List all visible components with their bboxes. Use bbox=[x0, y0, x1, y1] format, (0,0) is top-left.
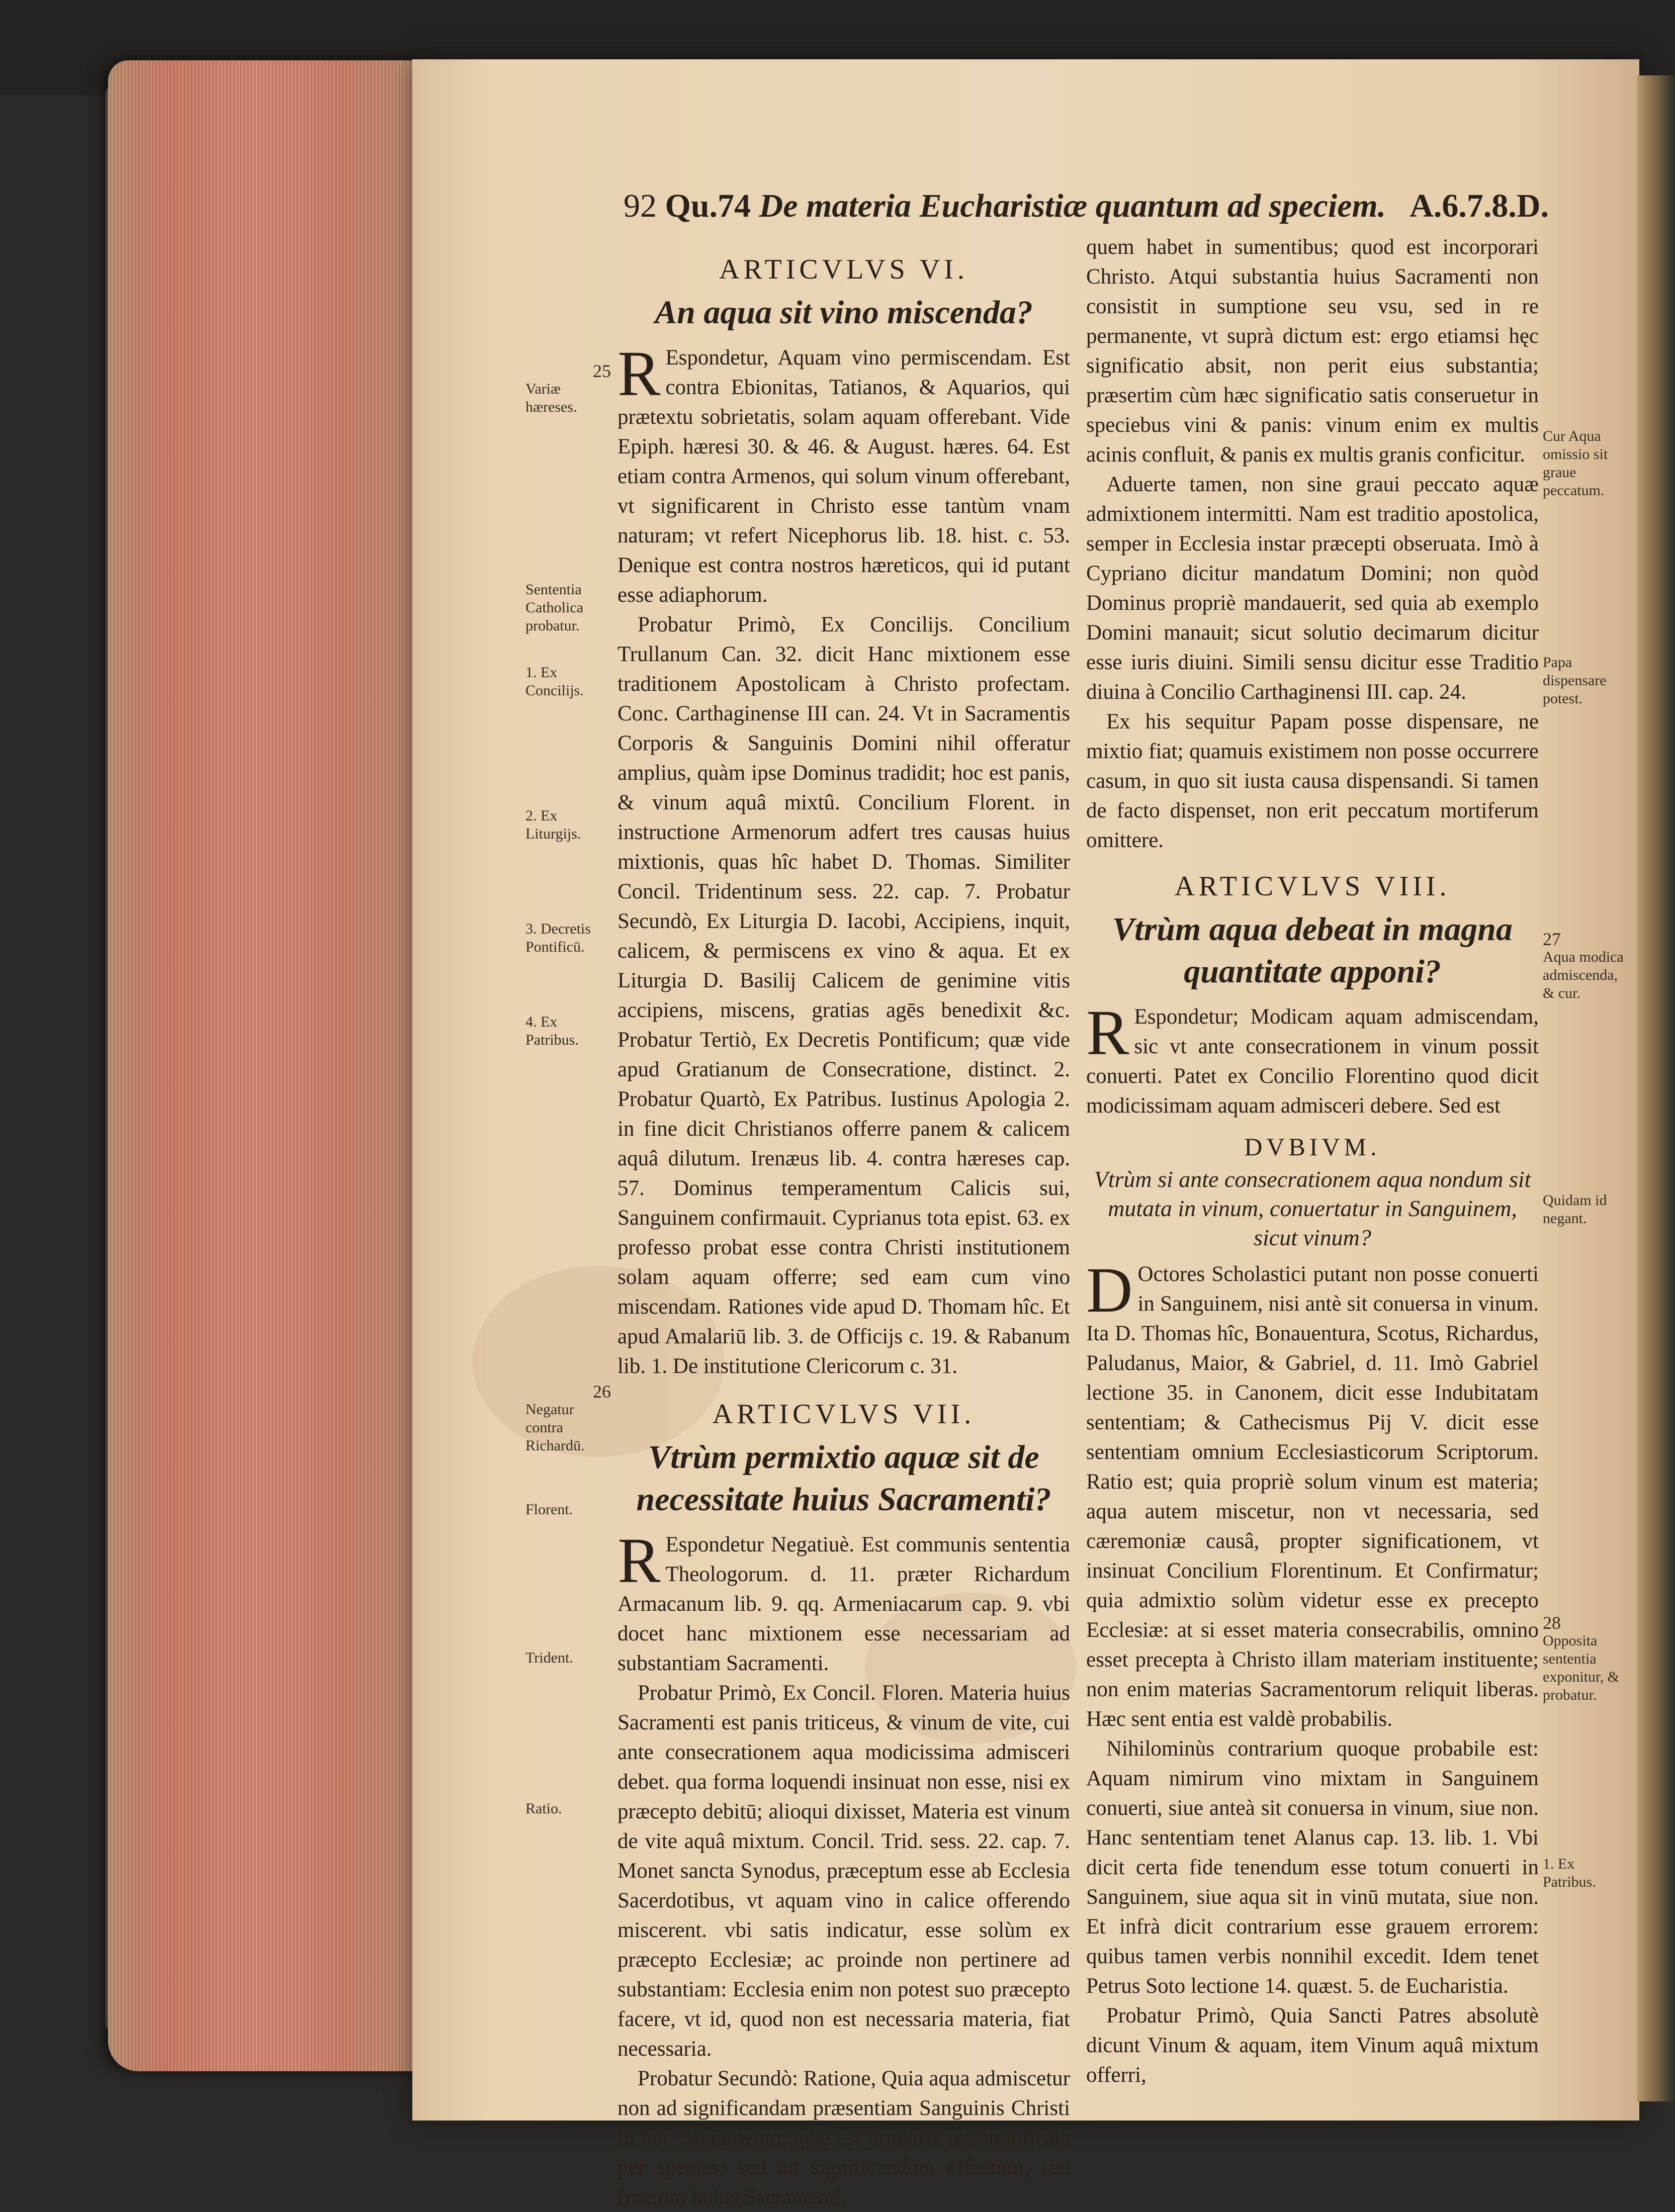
margin-note-patribus-2: 1. Ex Patribus. bbox=[1543, 1856, 1596, 1890]
margin-note-26: 26 Negatur contra Richardū. bbox=[525, 1381, 611, 1454]
drop-cap: D bbox=[1086, 1254, 1133, 1326]
dubium-question: Vtrùm si ante consecrationem aqua nondum sit mutata in vinum, conuertatur in Sanguinem, sicut vinum? bbox=[1094, 1166, 1531, 1250]
article-6-heading: ARTICVLVS VI. bbox=[719, 254, 968, 285]
dubium-paragraph-2: Nihilominùs contrarium quoque probabile est: Aquam nimirum vino mixtam in Sanguinem conuerti, siue anteà sit conuersa in vinum, siue non. Hanc sententiam tenet Alanus cap. 13. lib. 1. Vbi dicit certa fide tenendum esse totum conuerti in Sanguinem, siue aqua sit in vinū mutata, siue non. Et infrà dicit contrarium esse grauem errorem: quibus tamen verbis nonnihil excedit. Idem tenet Petrus Soto lectione 14. quæst. 5. de Eucharistia. bbox=[1086, 1737, 1539, 1998]
page-number: 92 bbox=[624, 188, 657, 224]
article-6-paragraph-2: Probatur Primò, Ex Concilijs. Concilium Trullanum Can. 32. dicit Hanc mixtionem esse traditionem Apostolicam à Christo profectam. Conc. Carthaginense III can. 24. Vt in Sacramentis Corporis & Sanguinis Domini nihil offeratur amplius, quàm ipse Dominus tradidit; hoc est panis, & vinum aquâ mixtû. Concilium Florent. in instructione Armenorum adfert tres causas huius mixtionis, quas hîc habet D. Thomas. Similiter Concil. Tridentinum sess. 22. cap. 7. Probatur Secundò, Ex Liturgia D. Iacobi, Accipiens, inquit, calicem, & permiscens ex vino & aqua. Et ex Liturgia D. Basilij Calicem de genimine vitis accipiens, miscens, gratias agēs benedixit &c. Probatur Tertiò, Ex Decretis Pontificum; quæ vide apud Gratianum de Consecratione, distinct. 2. Probatur Quartò, Ex Patribus. Iustinus Apologia 2. in fine dicit Christianos offerre panem & calicem aquâ dilutum. Irenæus lib. 4. contra hæreses cap. 57. Dominus temperamentum Calicis sui, Sanguinem confirmauit. Cyprianus tota epist. 63. ex professo probat esse contra Christi institutionem solam aquam offerre; sed eam cum vino miscendam. Rationes vide apud D. Thomam hîc. Et apud Amalariū lib. 3. de Officijs c. 19. & Rabanum lib. 1. De institutione Clericorum c. 31. bbox=[618, 613, 1070, 1378]
article-7-paragraph-2: Probatur Primò, Ex Concil. Floren. Materia huius Sacramenti est panis triticeus, & vinum de vite, cui ante consecrationem aqua modicissima admisceri debet. qua forma loquendi insinuat non esse, nisi ex præcepto debitū; alioqui dixisset, Materia est vinum de vite aquâ mixtum. Concil. Trid. sess. 22. cap. 7. Monet sancta Synodus, præceptum esse ab Ecclesia Sacerdotibus, vt aquam vino in calice offerendo miscerent. vbi satis indicatur, esse solùm ex præcepto Ecclesiæ; ac proinde non pertinere ad substantiam: Ecclesia enim non potest suo præcepto facere, vt id, quod non est necessaria materia, fiat necessaria. bbox=[618, 1681, 1070, 2061]
dubium-paragraph-1: D Octores Scholastici putant non posse conuerti in Sanguinem, nisi antè sit conuersa in vinum. Ita D. Thomas hîc, Bonauentura, Scotus, Richardus, Paludanus, Maior, & Gabriel, d. 11. Imò Gabriel lectione 35. in Canonem, dicit esse Indubitatam sententiam; & Cathecismus Pij V. dicit esse sententiam omnium Ecclesiasticorum Scriptorum. Ratio est; quia propriè solum vinum est materia; aqua autem miscetur, non vt necessaria, sed cæremoniæ causâ, propter significationem, vt insinuat Concilium Florentinum. Et Confirmatur; quia admixtio solùm videtur esse ex precepto Ecclesiæ: at si esset materia consecrabilis, omnino esset precepta à Christo illam materiam instituente; non enim materias Sacramentorum reliquit liberas. Hæc sent entia est valdè probabilis. bbox=[1086, 1254, 1539, 1731]
margin-note-patribus: 4. Ex Patribus. bbox=[525, 1013, 579, 1048]
article-6-question: An aqua sit vino miscenda? bbox=[655, 294, 1033, 331]
margin-note-liturgijs: 2. Ex Liturgijs. bbox=[525, 807, 581, 842]
margin-note-florent: Florent. bbox=[525, 1501, 573, 1518]
article-7-question: Vtrùm permixtio aquæ sit de necessitate huius Sacramenti? bbox=[636, 1439, 1051, 1518]
left-column bbox=[618, 246, 1070, 2212]
margin-number: 27 bbox=[1543, 929, 1561, 949]
margin-note-25: 25 Variæ hæreses. bbox=[525, 361, 611, 415]
continued-paragraph: quem habet in sumentibus; quod est incorporari Christo. Atqui substantia huius Sacramenti non consistit in sumptione seu vsu, sed in re permanente, vt suprà dictum est: ergo etiamsi hęc significatio absit, non perit eius substantia; præsertim cùm hæc significatio satis conseruetur in speciebus vini & panis: vinum enim ex multis acinis confluit, & panis ex multis granis conficitur. bbox=[1086, 235, 1539, 467]
margin-note-concilijs: 1. Ex Concilijs. bbox=[525, 664, 584, 699]
margin-note-cur-aqua: Cur Aqua omissio sit graue peccatum. bbox=[1543, 428, 1608, 499]
dubium-heading: DVBIVM. bbox=[1244, 1133, 1381, 1161]
aduerte-paragraph: Aduerte tamen, non sine graui peccato aquæ admixtionem intermitti. Nam est traditio apostolica, semper in Ecclesia instar præcepti obseruata. Imò à Cypriano dicitur mandatum Domini; non quòd Dominus propriè mandauerit, sed quia ab exemplo Domini manauit; sicut solutio decimarum dicitur esse iuris diuini. Simili sensu dicitur esse Traditio diuina à Concilio Carthaginensi III. cap. 24. bbox=[1086, 473, 1539, 704]
drop-cap: R bbox=[618, 1525, 661, 1596]
sequitur-paragraph: Ex his sequitur Papam posse dispensare, ne mixtio fiat; quamuis existimem non posse occurrere casum, in quo sit iusta causa dispensandi. Si tamen de facto dispenset, non erit peccatum mortiferum omittere. bbox=[1086, 710, 1539, 852]
article-7-heading: ARTICVLVS VII. bbox=[712, 1399, 976, 1430]
next-page-edge bbox=[1637, 75, 1675, 2101]
article-8-paragraph-1: R Espondetur; Modicam aquam admiscendam, sic vt ante consecrationem in vinum possit conuerti. Patet ex Concilio Florentino quod dicit modicissimam aquam admisceri debere. Sed est bbox=[1086, 997, 1539, 1118]
margin-number: 26 bbox=[593, 1381, 611, 1402]
margin-note-28: 28 Opposita sententia exponitur, & probatur. bbox=[1543, 1614, 1628, 1704]
running-header bbox=[624, 187, 1549, 232]
book-fore-edge bbox=[108, 60, 425, 2071]
article-7-paragraph-3: Probatur Secundò: Ratione, Quia aqua admiscetur non ad significandam præsentiam Sanguinis Christi in hoc Sacramento, quæ est primaria res significata per species; sed ad significandum effectum, seu fructum huius Sacramenti, bbox=[618, 2067, 1070, 2209]
margin-note-quidam: Quidam id negant. bbox=[1543, 1192, 1607, 1227]
dubium-paragraph-3: Probatur Primò, Quia Sancti Patres absolutè dicunt Vinum & aquam, item Vinum aquâ mixtum offerri, bbox=[1086, 2004, 1539, 2087]
question-label: Qu.74 bbox=[665, 188, 751, 224]
margin-note-ratio: Ratio. bbox=[525, 1800, 562, 1817]
article-7-paragraph-1: R Espondetur Negatiuè. Est communis sententia Theologorum. d. 11. præter Richardum Armacanum lib. 9. qq. Armeniacarum cap. 9. vbi docet hanc mixtionem esse necessariam ad substantiam Sacramenti. bbox=[618, 1525, 1070, 1675]
margin-note-papa: Papa dispensare potest. bbox=[1543, 654, 1607, 707]
article-8-question: Vtrùm aqua debeat in magna quantitate apponi? bbox=[1112, 911, 1513, 990]
running-title: De materia Eucharistiæ quantum ad speciem. bbox=[759, 188, 1386, 224]
margin-number: 28 bbox=[1543, 1613, 1561, 1633]
margin-note-trident: Trident. bbox=[525, 1649, 573, 1666]
article-range: A.6.7.8.D. bbox=[1409, 188, 1549, 224]
drop-cap: R bbox=[618, 338, 661, 409]
drop-cap: R bbox=[1086, 997, 1129, 1068]
article-8-heading: ARTICVLVS VIII. bbox=[1174, 871, 1451, 902]
right-column bbox=[1086, 232, 1539, 2090]
margin-note-sententia: Sententia Catholica probatur. bbox=[525, 581, 583, 634]
margin-number: 25 bbox=[593, 361, 611, 381]
article-6-paragraph-1: R Espondetur, Aquam vino permiscendam. Est contra Ebionitas, Tatianos, & Aquarios, qui prætextu sobrietatis, solam aquam offerebant. Vide Epiph. hæresi 30. & 46. & August. hæres. 64. Est etiam contra Armenos, qui solum vinum offerebant, vt significarent in Christo esse tantùm vnam naturam; vt refert Nicephorus lib. 18. hist. c. 53. Denique est contra nostros hæreticos, qui id putant esse adiaphorum. bbox=[618, 338, 1070, 607]
margin-note-27: 27 Aqua modica admiscenda, & cur. bbox=[1543, 930, 1628, 1002]
margin-note-decretis: 3. Decretis Pontificū. bbox=[525, 920, 591, 955]
